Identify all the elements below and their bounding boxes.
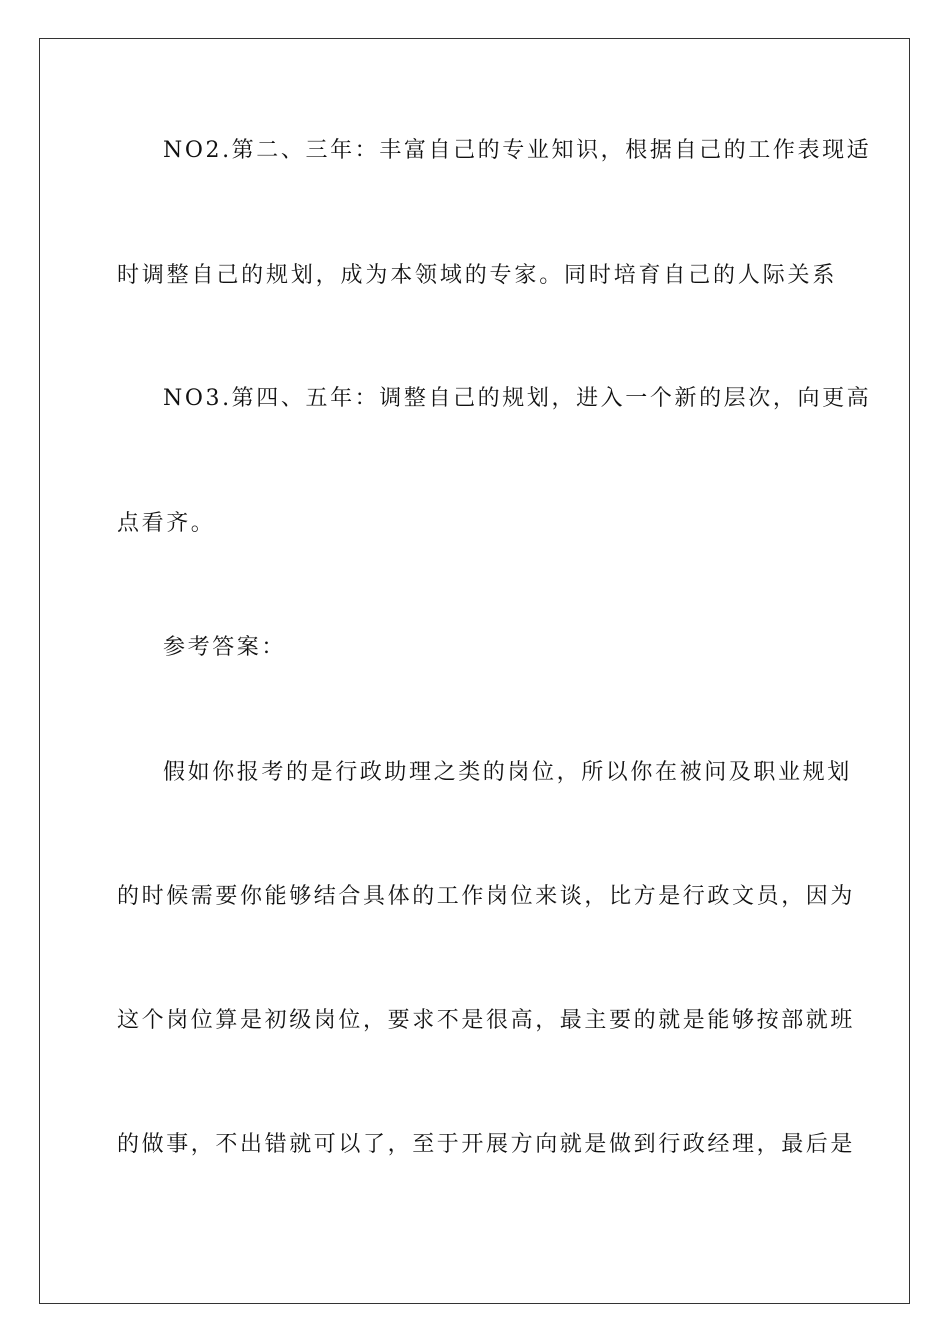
paragraph-2-line-2: 点看齐。 <box>117 511 216 536</box>
page-frame <box>39 38 910 1304</box>
paragraph-4-line-3: 这个岗位算是初级岗位，要求不是很高，最主要的就是能够按部就班 <box>117 1008 856 1033</box>
answer-heading: 参考答案： <box>163 635 287 660</box>
paragraph-2-line-1: NO3.第四、五年：调整自己的规划，进入一个新的层次，向更高 <box>163 386 872 411</box>
paragraph-4-line-2: 的时候需要你能够结合具体的工作岗位来谈，比方是行政文员，因为 <box>117 884 856 909</box>
paragraph-1-line-1: NO2.第二、三年：丰富自己的专业知识，根据自己的工作表现适 <box>163 138 872 163</box>
paragraph-4-line-1: 假如你报考的是行政助理之类的岗位，所以你在被问及职业规划 <box>163 760 852 785</box>
paragraph-1-line-2: 时调整自己的规划，成为本领域的专家。同时培育自己的人际关系 <box>117 263 837 288</box>
paragraph-4-line-4: 的做事，不出错就可以了，至于开展方向就是做到行政经理，最后是 <box>117 1132 856 1157</box>
